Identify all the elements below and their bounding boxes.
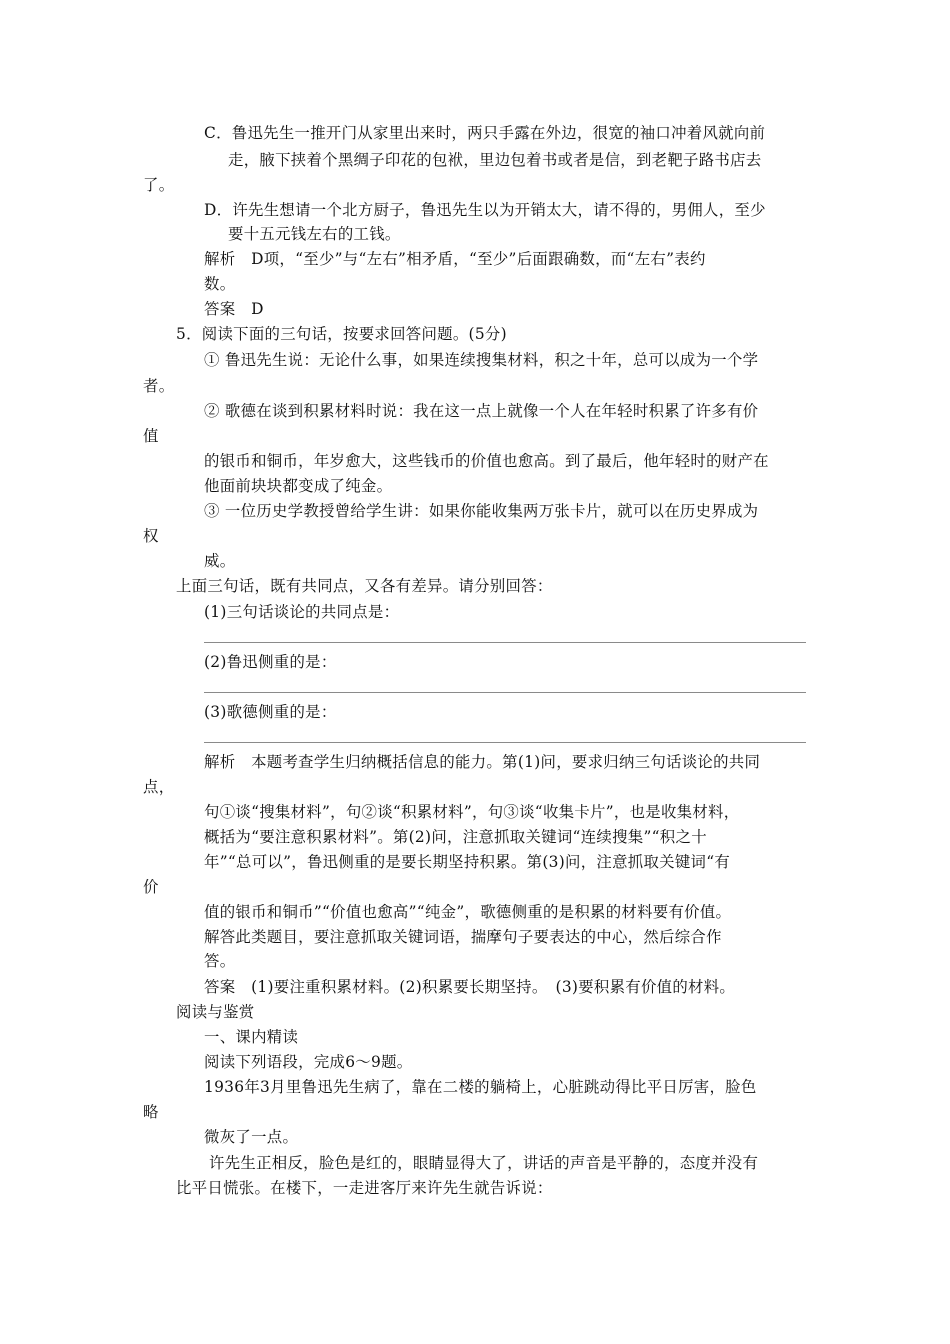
q4-analysis-line-1: 解析 D项，“至少”与“左右”相矛盾，“至少”后面跟确数，而“左右”表约 — [204, 250, 706, 268]
q5-analysis-line-5: 年”“总可以”，鲁迅侧重的是要长期坚持积累。第(3)问，注意抓取关键词“有 — [204, 853, 731, 871]
option-d-line-1: D．许先生想请一个北方厨子，鲁迅先生以为开销太大，请不得的，男佣人，至少 — [204, 201, 766, 219]
q5-analysis-line-1: 解析 本题考查学生归纳概括信息的能力。第(1)问，要求归纳三句话谈论的共同 — [204, 753, 761, 771]
q5-prompt: 上面三句话，既有共同点，又各有差异。请分别回答： — [176, 577, 553, 595]
q5-analysis-line-4: 概括为“要注意积累材料”。第(2)问，注意抓取关键词“连续搜集”“积之十 — [204, 828, 707, 846]
q5-sentence-3-line-3: 威。 — [204, 552, 236, 570]
q5-analysis-line-8: 解答此类题目，要注意抓取关键词语，揣摩句子要表达的中心，然后综合作 — [204, 928, 722, 946]
reading-instruction: 阅读下列语段，完成6～9题。 — [204, 1053, 413, 1071]
answer-line-1[interactable] — [204, 642, 806, 643]
passage-p1-line-1: 1936年3月里鲁迅先生病了，靠在二楼的躺椅上，心脏跳动得比平日厉害，脸色 — [204, 1078, 757, 1096]
q5-analysis-line-6: 价 — [143, 878, 159, 896]
option-c-line-1: C．鲁迅先生一推开门从家里出来时，两只手露在外边，很宽的袖口冲着风就向前 — [204, 124, 766, 142]
q5-sentence-2-line-1: ② 歌德在谈到积累材料时说：我在这一点上就像一个人在年轻时积累了许多有价 — [204, 402, 759, 420]
q5-analysis-line-2: 点， — [143, 778, 175, 796]
q5-sentence-2-line-3: 的银币和铜币，年岁愈大，这些钱币的价值也愈高。到了最后，他年轻时的财产在 — [204, 452, 769, 470]
option-c-line-3: 了。 — [143, 176, 175, 194]
answer-line-2[interactable] — [204, 692, 806, 693]
q5-sentence-2-line-2: 值 — [143, 427, 159, 445]
q5-sub-question-2: (2)鲁迅侧重的是： — [204, 653, 337, 671]
option-c-line-2: 走，腋下挟着个黑绸子印花的包袱，里边包着书或者是信，到老靶子路书店去 — [228, 151, 762, 169]
q5-sentence-2-line-4: 他面前块块都变成了纯金。 — [204, 477, 393, 495]
q5-sub-question-3: (3)歌德侧重的是： — [204, 703, 337, 721]
reading-heading: 阅读与鉴赏 — [176, 1003, 255, 1021]
q5-sentence-3-line-2: 权 — [143, 527, 159, 545]
q5-sentence-1-line-2: 者。 — [143, 377, 175, 395]
q5-analysis-line-7: 值的银币和铜币”“价值也愈高”“纯金”，歌德侧重的是积累的材料要有价值。 — [204, 903, 732, 921]
passage-p1-line-3: 微灰了一点。 — [204, 1128, 299, 1146]
answer-line-3[interactable] — [204, 742, 806, 743]
q5-sentence-1-line-1: ① 鲁迅先生说：无论什么事，如果连续搜集材料，积之十年，总可以成为一个学 — [204, 351, 759, 369]
option-d-line-2: 要十五元钱左右的工钱。 — [228, 225, 401, 243]
q5-sentence-3-line-1: ③ 一位历史学教授曾给学生讲：如果你能收集两万张卡片，就可以在历史界成为 — [204, 502, 759, 520]
passage-p2-line-2: 比平日慌张。在楼下，一走进客厅来许先生就告诉说： — [176, 1179, 553, 1197]
passage-p2-line-1: 许先生正相反，脸色是红的，眼睛显得大了，讲话的声音是平静的，态度并没有 — [209, 1154, 759, 1172]
q5-stem: 5．阅读下面的三句话，按要求回答问题。(5分) — [176, 325, 507, 343]
q5-sub-question-1: (1)三句话谈论的共同点是： — [204, 603, 400, 621]
reading-section-title: 一、课内精读 — [204, 1028, 299, 1046]
passage-p1-line-2: 略 — [143, 1103, 159, 1121]
q5-analysis-line-3: 句①谈“搜集材料”，句②谈“积累材料”，句③谈“收集卡片”，也是收集材料， — [204, 803, 740, 821]
q4-analysis-line-2: 数。 — [204, 275, 236, 293]
q5-analysis-line-9: 答。 — [204, 952, 236, 970]
q4-answer: 答案 D — [204, 300, 264, 318]
q5-answer: 答案 (1)要注重积累材料。(2)积累要长期坚持。 (3)要积累有价值的材料。 — [204, 978, 736, 996]
